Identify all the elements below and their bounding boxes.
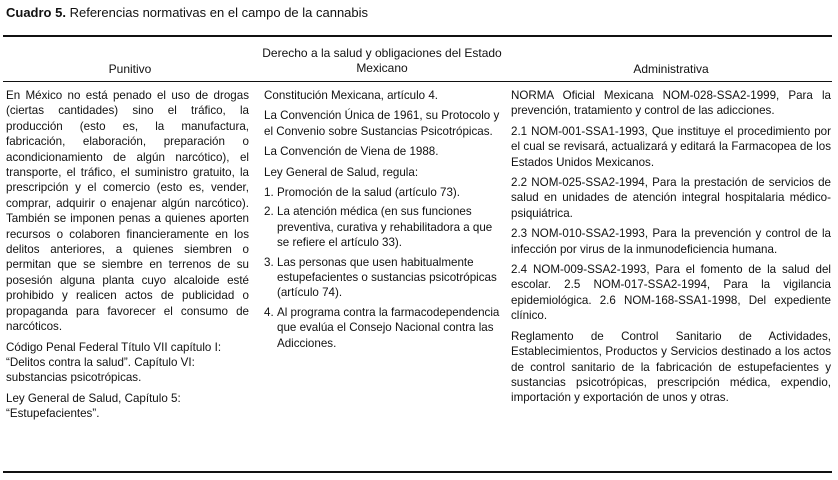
administrativa-paragraph: Reglamento de Control Sanitario de Actividades, Establecimientos, Productos y Servicios destinado a los actos de control sanitario de la fabricación de estupefacientes y sustancias psicotrópicas, prescripción médica, expendio, importación y exportación de unos y otras. <box>511 329 831 405</box>
list-item-text: Promoción de la salud (artículo 73). <box>277 186 461 200</box>
administrativa-paragraph: 2.3 NOM-010-SSA2-1993, Para la prevención y control de la infección por virus de la inmunodeficiencia humana. <box>511 227 831 256</box>
derecho-list <box>264 185 500 351</box>
list-item-number: 3. <box>264 255 274 269</box>
list-item-text: Al programa contra la farmacodependencia que evalúa el Consejo Nacional contra las Adicciones. <box>277 305 500 350</box>
punitivo-paragraph: En México no está penado el uso de drogas (ciertas cantidades) sino el tráfico, la producción (esto es, la manufactura, fabricación, elaboración, preparación o acondicionamiento de algún narcótico), el transporte, el tráfico, el suministro gratuito, la prescripción y el comercio (esto es, vender, comprar, adquirir o enajenar algún narcótico). También se imponen penas a quienes aporten recursos o colaboren financieramente en los delitos anteriores, a quienes siembren o permitan que se siembre en terrenos de su posesión alguna planta cuyo alcaloide esté prohibido y realicen actos de publicidad o propaganda para favorecer el consumo de narcóticos. <box>6 89 249 334</box>
derecho-paragraph: La Convención Única de 1961, su Protocolo y el Convenio sobre Sustancias Psicotrópicas. <box>264 109 500 138</box>
list-item-number: 4. <box>264 305 274 319</box>
list-item <box>264 305 500 351</box>
administrativa-paragraph: 2.4 NOM-009-SSA2-1993, Para el fomento de la salud del escolar. 2.5 NOM-017-SSA2-1994, Para la vigilancia epidemiológica. 2.6 NOM-168-SSA1-1998, Del expediente clínico. <box>511 263 831 323</box>
column-punitivo <box>6 88 249 427</box>
column-derecho <box>264 88 500 355</box>
list-item <box>264 255 500 301</box>
administrativa-paragraph: NORMA Oficial Mexicana NOM-028-SSA2-1999, Para la prevención, tratamiento y control de las adicciones. <box>511 89 831 118</box>
caption-label: Cuadro 5. <box>6 5 66 20</box>
column-administrativa <box>511 88 831 411</box>
list-item <box>264 185 500 200</box>
header-punitivo: Punitivo <box>108 62 152 76</box>
list-item-number: 2. <box>264 205 274 219</box>
list-item-text: Las personas que usen habitualmente estupefacientes o sustancias psicotrópicas (artículo 74). <box>277 255 497 300</box>
caption-title: Referencias normativas en el campo de la cannabis <box>69 5 369 20</box>
derecho-paragraph: La Convención de Viena de 1988. <box>264 145 439 159</box>
derecho-paragraph: Ley General de Salud, regula: <box>264 165 419 179</box>
header-rule <box>3 81 832 82</box>
punitivo-paragraph: Ley General de Salud, Capítulo 5: “Estupefacientes”. <box>6 391 181 421</box>
table-caption <box>6 5 368 21</box>
administrativa-paragraph: 2.2 NOM-025-SSA2-1994, Para la prestación de servicios de salud en unidades de atención integral hospitalaria médico-psiquiátrica. <box>511 176 831 220</box>
header-derecho: Derecho a la salud y obligaciones del Estado Mexicano <box>262 46 502 75</box>
list-item-text: La atención médica (en sus funciones preventiva, curativa y rehabilitadora a que se refiere el artículo 33). <box>277 205 493 250</box>
administrativa-paragraph: 2.1 NOM-001-SSA1-1993, Que instituye el procedimiento por el cual se revisará, actualizará y editará la Farmacopea de los Estados Unidos Mexicanos. <box>511 124 831 169</box>
derecho-paragraph: Constitución Mexicana, artículo 4. <box>264 89 438 102</box>
list-item <box>264 204 500 250</box>
list-item-number: 1. <box>264 186 274 200</box>
header-administrativa: Administrativa <box>633 62 709 76</box>
top-rule <box>3 35 832 37</box>
bottom-rule <box>3 471 832 473</box>
punitivo-paragraph: Código Penal Federal Título VII capítulo I: “Delitos contra la salud”. Capítulo VI: substancias psicotrópicas. <box>6 340 222 385</box>
